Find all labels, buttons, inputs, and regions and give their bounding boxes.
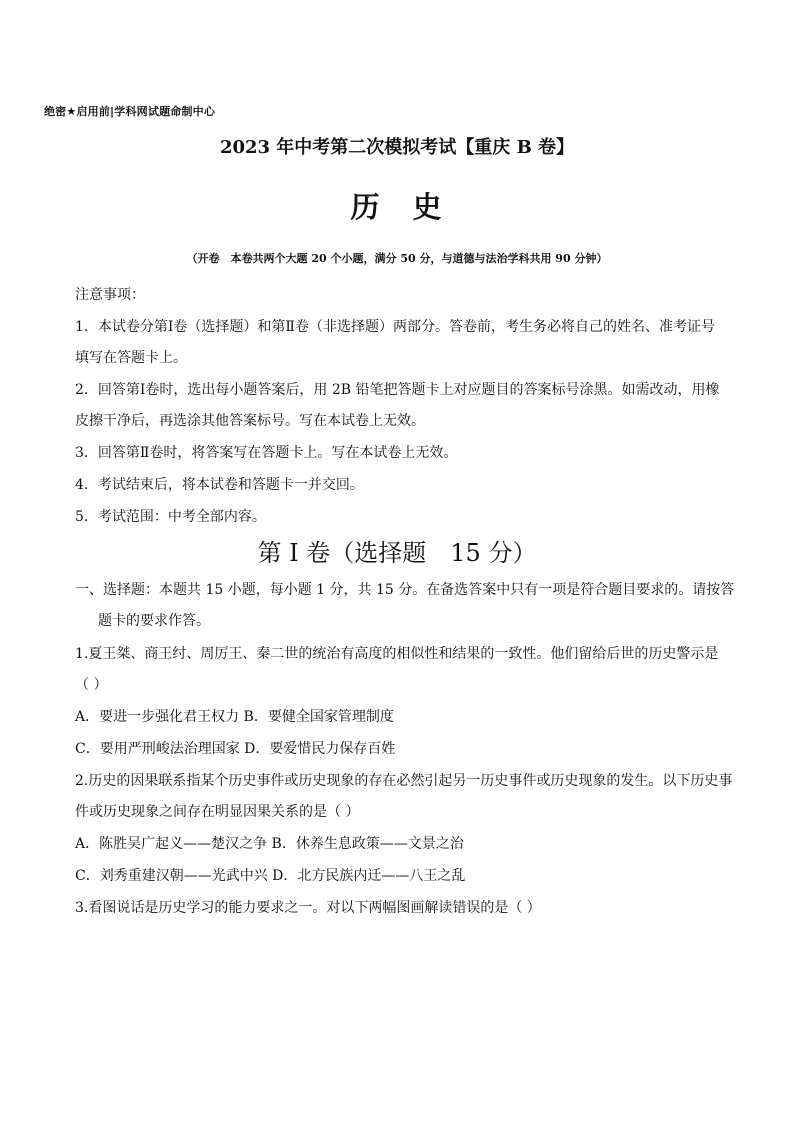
question-1-options-ab: A．要进一步强化君王权力 B．要健全国家管理制度 [75,709,394,725]
question-2-stem: 2.历史的因果联系指某个历史事件或历史现象的存在必然引起另一历史事件或历史现象的发生。以下历史事 [75,773,733,789]
instruction-line: 1．本试卷分第Ⅰ卷（选择题）和第Ⅱ卷（非选择题）两部分。答卷前，考生务必将自己的姓名、准考证号 [75,319,715,335]
instructions-heading: 注意事项： [75,287,145,303]
question-1-stem: 1.夏王桀、商王纣、周厉王、秦二世的统治有高度的相似性和结果的一致性。他们留给后世的历史警示是 [75,646,719,662]
section-description-cont: 题卡的要求作答。 [98,613,210,629]
instruction-line: 3．回答第Ⅱ卷时，将答案写在答题卡上。写在本试卷上无效。 [75,445,458,461]
instruction-line: 2．回答第Ⅰ卷时，选出每小题答案后，用 2B 铅笔把答题卡上对应题目的答案标号涂黑。如需改动，用橡 [75,382,720,398]
section-title: 第 I 卷（选择题 15 分） [257,539,537,567]
confidential-label: 绝密★启用前|学科网试题命制中心 [44,105,216,118]
exam-note: （开卷 本卷共两个大题 20 个小题，满分 50 分，与道德与法治学科共用 90 分钟） [186,252,608,265]
question-2-options-cd: C．刘秀重建汉朝——光武中兴 D．北方民族内迁——八王之乱 [75,868,466,884]
question-2-stem-cont: 件或历史现象之间存在明显因果关系的是（ ） [75,804,360,820]
question-1-stem-cont: （ ） [75,677,108,693]
section-description: 一、选择题：本题共 15 小题，每小题 1 分，共 15 分。在备选答案中只有一项是符合题目要求的。请按答 [75,582,735,598]
question-1-options-cd: C．要用严刑峻法治理国家 D．要爱惜民力保存百姓 [75,741,396,757]
instruction-line: 填写在答题卡上。 [75,350,187,366]
subject-title: 历 史 [350,190,444,224]
question-2-options-ab: A．陈胜吴广起义——楚汉之争 B．休养生息政策——文景之治 [75,836,464,852]
exam-title: 2023 年中考第二次模拟考试【重庆 B 卷】 [219,137,575,158]
instruction-line: 5．考试范围：中考全部内容。 [75,509,266,525]
question-3-stem: 3.看图说话是历史学习的能力要求之一。对以下两幅图画解读错误的是（ ） [75,900,541,916]
instruction-line: 皮擦干净后，再选涂其他答案标号。写在本试卷上无效。 [75,413,425,429]
instruction-line: 4．考试结束后，将本试卷和答题卡一并交回。 [75,477,364,493]
